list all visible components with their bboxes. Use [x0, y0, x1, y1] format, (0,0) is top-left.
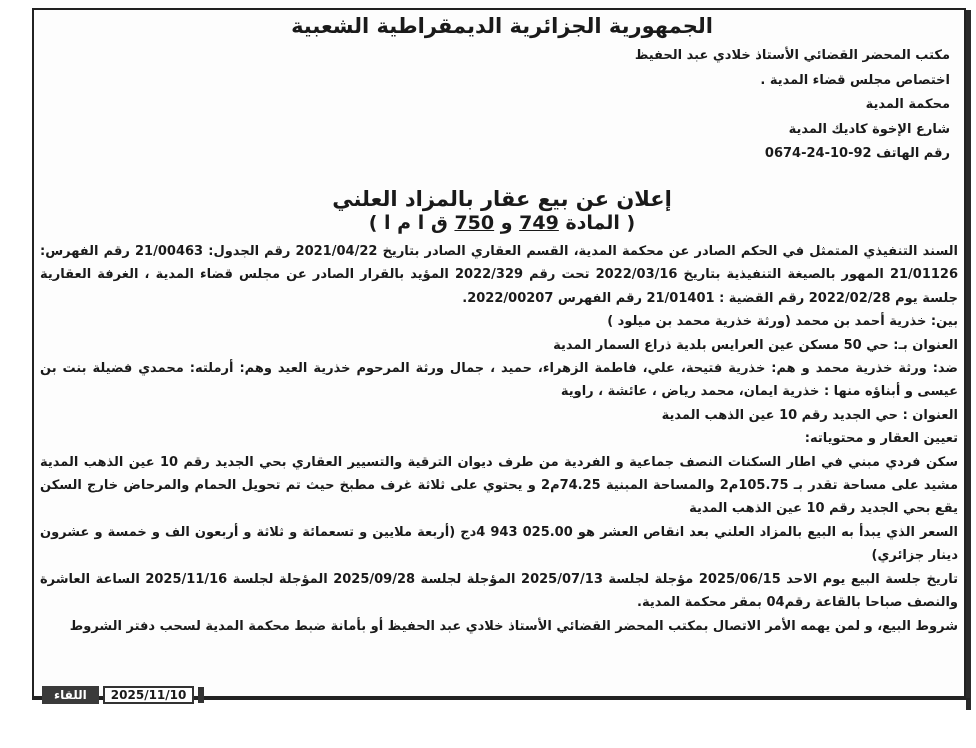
office-phone: رقم الهاتف 92-10-24-0674	[764, 146, 950, 161]
property-description: سكن فردي مبني في اطار السكنات النصف جماعية و الفردية من طرف ديوان الترقية والتسيير العقاري بحي الجديد رقم 10 عين الذهب المدية مشيد على مساحة تقدر بـ 105.75م2 والمساحة المبنية 74.25م2 و يحتوي على ثلاثة غرف مطبخ حيث تم تحويل الحمام والمرحاض خارج السكن يقع بحي الجديد رقم 10 عين الذهب المدية	[40, 454, 959, 517]
office-address: شارع الإخوة كاديك المدية	[788, 121, 950, 137]
enforcement-title-paragraph: السند التنفيذي المتمثل في الحكم الصادر عن محكمة المدية، القسم العقاري الصادر بتاريخ 2021/04/22 رقم الجدول: 21/00463 رقم الفهرس: 21/01126 المهور بالصيغة التنفيذية بتاريخ 2022/03/16 تحت رقم 2022/329 المؤيد بالقرار الصادر عن مجلس قضاء المدية ، الغرفة العقارية جلسة يوم 2022/02/28 رقم القضية : 21/01401 رقم الفهرس 2022/00207.	[40, 244, 959, 306]
newspaper-label: اللقاء	[42, 686, 99, 704]
property-heading: تعيين العقار و محتوياته:	[804, 431, 958, 447]
article-750: 750	[454, 212, 495, 234]
announcement-articles: ( المادة 749 و 750 ق ا م ا )	[368, 212, 636, 234]
office-court: محكمة المدية	[865, 97, 950, 112]
defendants-paragraph: ضد: ورثة خذرية محمد و هم: خذرية فتيحة، علي، فاطمة الزهراء، حميد ، جمال ورثة المرحوم خذرية العيد وهم: أرملته: محمدي فضيلة بنت بن عيسى و أبناؤه منها : خذرية ايمان، محمد رياض ، عائشة ، راوية	[40, 361, 958, 400]
office-jurisdiction: اختصاص مجلس قضاء المدية .	[760, 72, 950, 88]
office-header	[350, 44, 950, 167]
starting-price: السعر الذي يبدأ به البيع بالمزاد العلني بعد انقاص العشر هو 025.00 943 4دج (أربعة ملايين و تسعمائة و ثلاثة و أربعون الف و خمسة و عشرون دينار جزائري)	[40, 524, 959, 564]
republic-heading: الجمهورية الجزائرية الديمقراطية الشعبية	[291, 14, 713, 38]
publication-footer	[42, 686, 204, 704]
publication-date: 2025/11/10	[103, 686, 195, 704]
defendants-address: العنوان : حي الجديد رقم 10 عين الذهب المدية	[661, 407, 958, 423]
auction-dates: تاريخ جلسة البيع يوم الاحد 2025/06/15 مؤجلة لجلسة 2025/07/13 المؤجلة لجلسة 2025/09/28 المؤجلة لجلسة 2025/11/16 الساعة العاشرة والنصف صباحا بالقاعة رقم04 بمقر محكمة المدية.	[40, 571, 958, 611]
sale-conditions: شروط البيع، و لمن يهمه الأمر الاتصال بمكتب المحضر القضائي الأستاذ خلادي عبد الحفيظ أو بأمانة ضبط محكمة المدية لسحب دفتر الشروط	[69, 618, 958, 634]
announcement-body	[40, 240, 958, 638]
article-749: 749	[519, 212, 559, 234]
announcement-title: إعلان عن بيع عقار بالمزاد العلني	[332, 187, 672, 211]
plaintiff-line: بين: خذرية أحمد بن محمد (ورثة خذرية محمد بن ميلود )	[607, 314, 958, 330]
footer-bar	[198, 687, 204, 703]
plaintiff-address: العنوان بـ: حي 50 مسكن عين العرايس بلدية ذراع السمار المدية	[553, 337, 958, 353]
right-edge-shadow	[966, 10, 971, 710]
office-name: مكتب المحضر القضائي الأستاذ خلادي عبد الحفيظ	[634, 48, 950, 63]
